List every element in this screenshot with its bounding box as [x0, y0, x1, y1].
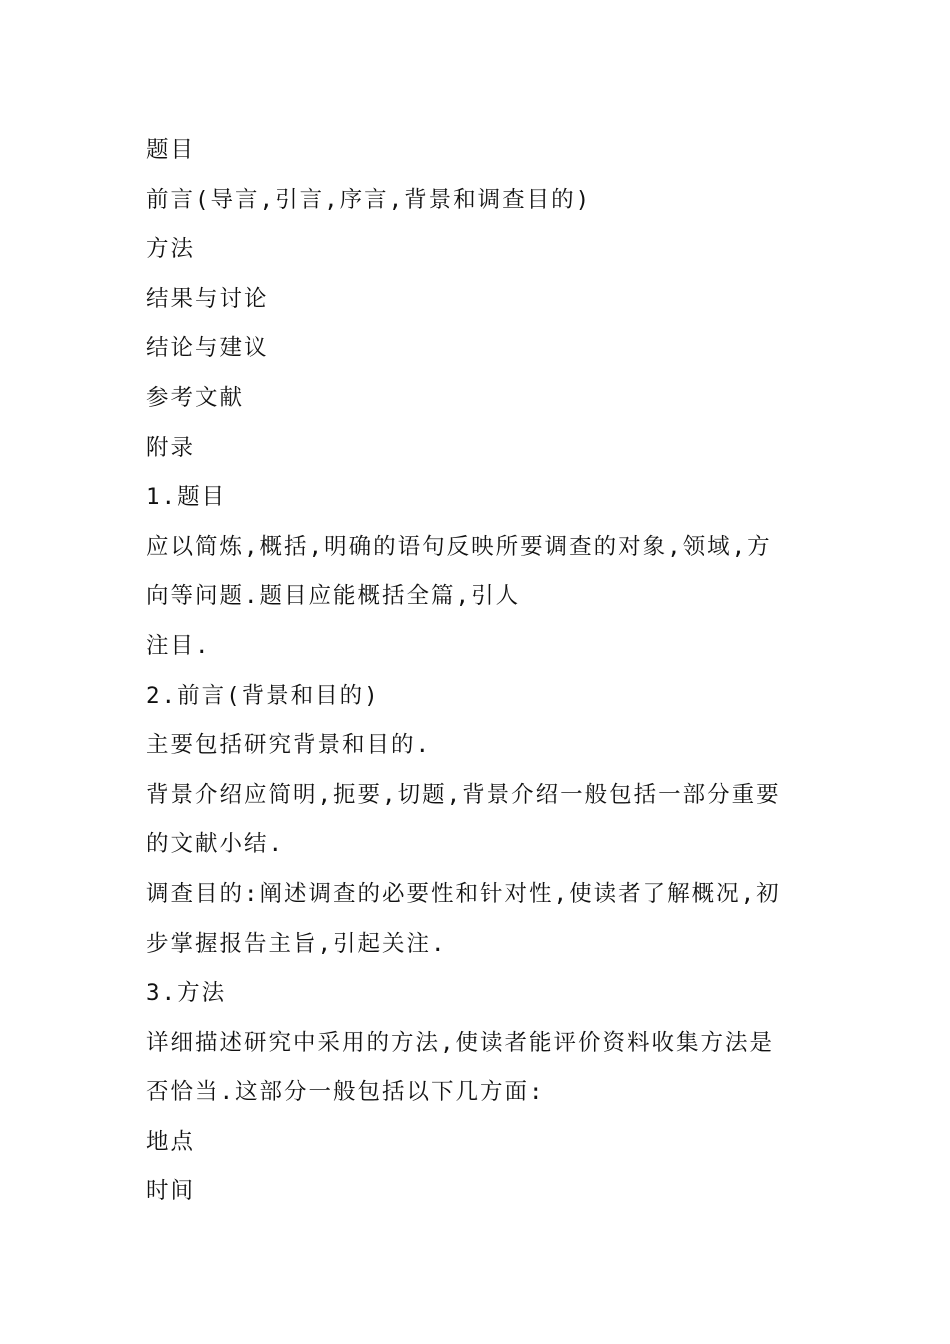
outline-preface: 前言(导言,引言,序言,背景和调查目的) [146, 186, 592, 213]
paragraph-line: 调查目的:阐述调查的必要性和针对性,使读者了解概况,初 [146, 880, 781, 907]
list-item-time: 时间 [146, 1178, 196, 1205]
outline-method: 方法 [146, 236, 196, 263]
list-item-location: 地点 [146, 1128, 196, 1155]
document-page [146, 126, 816, 1217]
paragraph-line: 主要包括研究背景和目的. [146, 732, 432, 759]
paragraph-line: 向等问题.题目应能概括全篇,引人 [146, 583, 521, 610]
paragraph-line: 的文献小结. [146, 831, 285, 858]
outline-title: 题目 [146, 137, 196, 163]
paragraph-line: 背景介绍应简明,扼要,切题,背景介绍一般包括一部分重要 [146, 781, 781, 808]
outline-references: 参考文献 [146, 384, 245, 411]
paragraph-line: 否恰当.这部分一般包括以下几方面: [146, 1079, 545, 1106]
paragraph-line: 注目. [146, 632, 211, 659]
section-heading-preface: 2.前言(背景和目的) [146, 682, 380, 709]
outline-results-discussion: 结果与讨论 [146, 285, 269, 312]
section-heading-title: 1.题目 [146, 484, 227, 511]
paragraph-line: 详细描述研究中采用的方法,使读者能评价资料收集方法是 [146, 1029, 775, 1056]
paragraph-line: 步掌握报告主旨,引起关注. [146, 930, 447, 957]
outline-appendix: 附录 [146, 434, 196, 461]
section-heading-method: 3.方法 [146, 980, 227, 1007]
outline-conclusion: 结论与建议 [146, 335, 269, 362]
paragraph-line: 应以简炼,概括,明确的语句反映所要调查的对象,领域,方 [146, 533, 772, 560]
